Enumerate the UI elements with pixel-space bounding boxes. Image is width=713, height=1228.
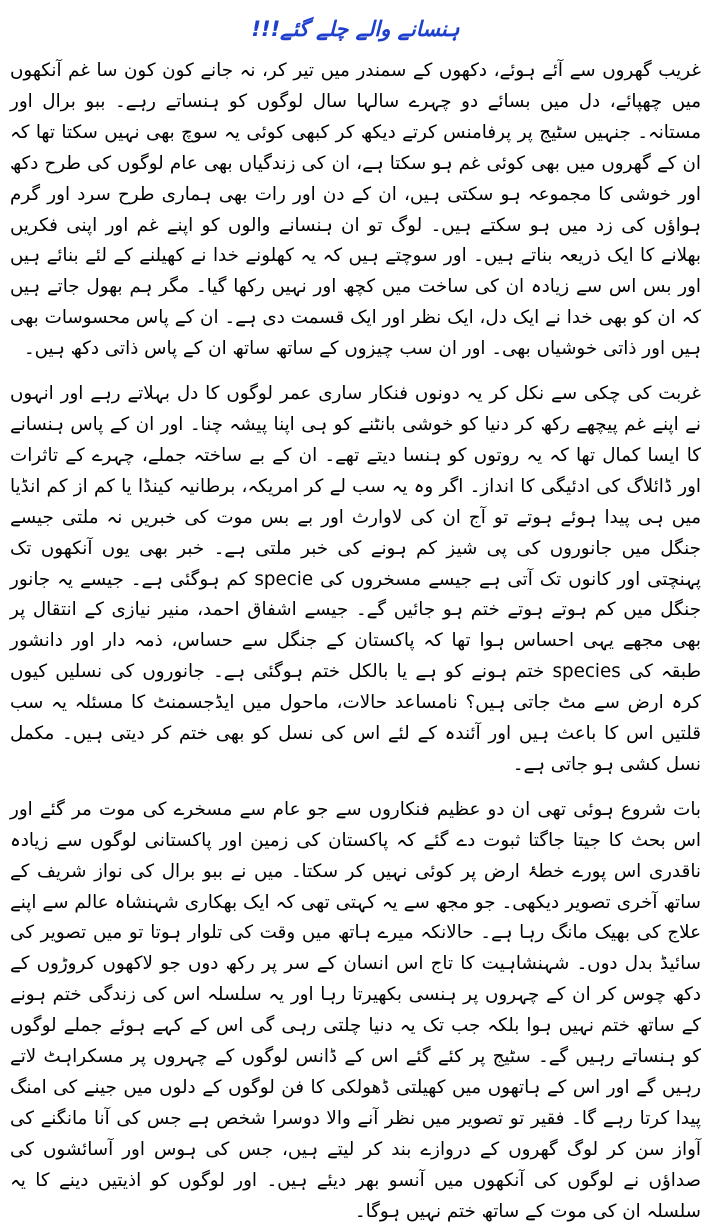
paragraph-1: غریب گھروں سے آئے ہوئے، دکھوں کے سمندر میں تیر کر، نہ جانے کون کون سا غم آنکھوں میں چھپائے، دل میں بسائے دو چہرے سالہا سال لوگوں کو ہنساتے رہے۔ ببو برال اور مستانہ۔ جنہیں سٹیج پر پرفامنس کرتے دیکھ کر کبھی کوئی یہ سوچ بھی نہیں سکتا تھا کہ ان کے گھروں میں بھی کوئی غم ہو سکتا ہے، ان کی زندگیاں بھی عام لوگوں کی طرح دکھ اور خوشی کا مجموعہ ہو سکتی ہیں، ان کے دن اور رات بھی ہماری طرح سرد اور گرم ہواؤں کی زد میں ہو سکتے ہیں۔ لوگ تو ان ہنسانے والوں کو اپنے غم اور اپنی فکریں بھلانے کا ایک ذریعہ بناتے ہیں۔ اور سوچتے ہیں کہ یہ کھلونے خدا نے کھیلنے کے لئے بنائے ہیں اور بس اس سے زیادہ ان کی ساخت میں کچھ اور نہیں رکھا گیا۔ مگر ہم بھول جاتے ہیں کہ ان کو بھی خدا نے ایک دل، ایک نظر اور ایک قسمت دی ہے۔ ان کے پاس محسوسات بھی ہیں اور ذاتی خوشیاں بھی۔ اور ان سب چیزوں کے ساتھ ساتھ ان کے پاس ذاتی دکھ ہیں۔ (10, 60, 701, 360)
paragraph-3: بات شروع ہوئی تھی ان دو عظیم فنکاروں سے جو عام سے مسخرے کی موت مر گئے اور اس بحث کا جیتا جاگتا ثبوت دے گئے کہ پاکستان کی زمین اور پاکستانی لوگوں سے زیادہ ناقدری اس پورے خطۂ ارض پر کوئی نہیں کر سکتا۔ میں نے ببو برال کی نواز شریف کے ساتھ آخری تصویر دیکھی۔ جو مجھ سے یہ کہتی تھی کہ ایک بھکاری شہنشاہ عالم سے اپنے علاج کی بھیک مانگ رہا ہے۔ حالانکہ میرے ہاتھ میں وقت کی تلوار ہوتا تو میں تصویر کی سائیڈ بدل دوں۔ شہنشاہیت کا تاج اس انسان کے سر پر رکھ دوں جو لاکھوں کروڑوں کے دکھ چوس کر ان کے چہروں پر ہنسی بکھیرتا رہا اور یہ سلسلہ اس کی زندگی ختم ہونے کے ساتھ ختم نہیں ہوا بلکہ جب تک یہ دنیا چلتی رہی گی اس کے کہے ہوئے جملے لوگوں کو ہنساتے رہیں گے۔ سٹیج پر کئے گئے اس کے ڈانس لوگوں کے چہروں پر مسکراہٹ لاتے رہیں گے اور اس کے ہاتھوں میں کھیلتی ڈھولکی کا فن لوگوں کے دلوں میں جینے کی امنگ پیدا کرتا رہے گا۔ فقیر تو تصویر میں نظر آنے والا دوسرا شخص ہے جس کی آنا مانگنے کی آواز سن کر لوگ گھروں کے دروازے بند کر لیتے ہیں، جس کی ہوس اور آسائشوں کی صداؤں نے لوگوں کی آنکھوں میں آنسو بھر دیئے ہیں۔ اور لوگوں کو اذیتیں دینے کا یہ سلسلہ ان کی موت کے ساتھ ختم نہیں ہوگا۔ (10, 798, 701, 1222)
paragraph-gap (10, 365, 701, 379)
paragraph-2: غربت کی چکی سے نکل کر یہ دونوں فنکار ساری عمر لوگوں کا دل بہلاتے رہے اور انہوں نے اپنے غم پیچھے رکھ کر دنیا کو خوشی بانٹنے کو ہی اپنا پیشہ چنا۔ اور ان کے پاس ہنسانے کا ایسا کمال تھا کہ یہ روتوں کو ہنسا دیتے تھے۔ ان کے بے ساختہ جملے، چہرے کے تاثرات اور ڈائلاگ کی ادئیگی کا انداز۔ اگر وہ یہ سب لے کر امریکہ، برطانیہ کینڈا یا کم از کم انڈیا میں ہی پیدا ہوئے ہوتے تو آج ان کی لاوارث اور بے بس موت کی خبریں نہ ملتی جیسے جنگل میں جانوروں کی پی شیز کم ہونے کی خبر ملتی ہے۔ خبر بھی یوں آنکھوں تک پہنچتی اور کانوں تک آتی ہے جیسے مسخروں کی specie کم ہوگئی ہے۔ جیسے یہ جانور جنگل میں کم ہوتے ہوتے ختم ہو جائیں گے۔ جیسے اشفاق احمد، منیر نیازی کے انتقال پر بھی مجھے یہی احساس ہوا تھا کہ پاکستان کے جنگل سے حساس، ذمہ دار اور دانشور طبقہ کی species ختم ہونے کو ہے یا بالکل ختم ہوگئی ہے۔ جانوروں کی نسلیں کیوں کرہ ارض سے مٹ جاتی ہیں؟ نامساعد حالات، ماحول میں ایڈجسمنٹ کا مسئلہ یہ سب قلتیں اس کا باعث ہیں اور آئندہ کے لئے اس کی نسل کو بھی ختم کر دیتی ہیں۔ مکمل نسل کشی ہو جاتی ہے۔ (10, 383, 701, 775)
paragraph-gap (10, 781, 701, 795)
article-title: ہنسانے والے چلے گئے!!! (251, 17, 460, 41)
